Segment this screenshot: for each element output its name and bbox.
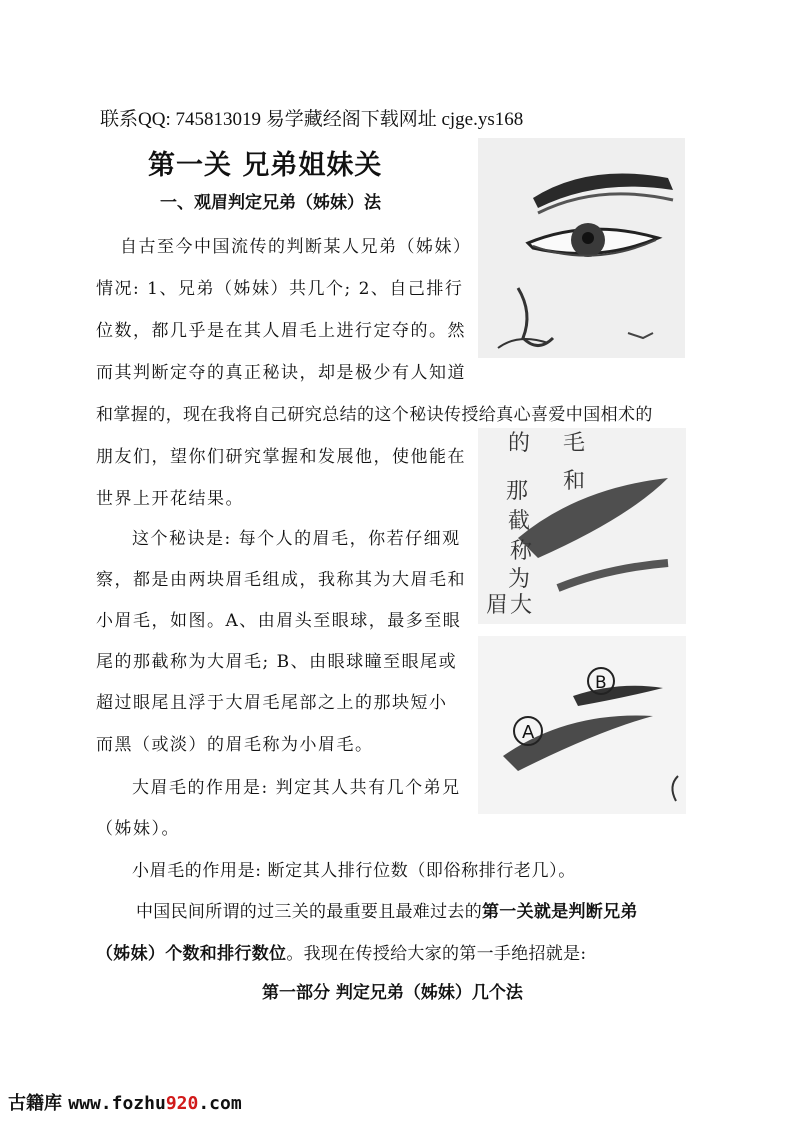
- eyebrow-ab-figure: [478, 636, 686, 814]
- body-line: 大眉毛的作用是: 判定其人共有几个弟兄: [132, 778, 461, 798]
- calligraphy-char: 大: [510, 593, 533, 618]
- body-line: 自古至今中国流传的判断某人兄弟（姊妹）: [120, 237, 472, 257]
- para-bold: 第一关就是判断兄弟: [482, 902, 638, 922]
- label-a: A: [522, 722, 535, 743]
- calligraphy-char: 那: [506, 479, 529, 504]
- body-line: 而其判断定夺的真正秘诀，却是极少有人知道: [96, 363, 466, 383]
- para-bold: （姊妹）个数和排行数位: [96, 944, 287, 964]
- eye-sketch-figure: [478, 138, 685, 358]
- body-line: 世界上开花结果。: [96, 489, 244, 509]
- body-line: 这个秘诀是: 每个人的眉毛，你若仔细观: [132, 529, 461, 549]
- footer-brand: 古籍库: [8, 1093, 62, 1114]
- body-line: 小眉毛，如图。A、由眉头至眼球，最多至眼: [96, 611, 462, 631]
- body-line: 而黑（或淡）的眉毛称为小眉毛。: [96, 735, 374, 755]
- footer-url: www.fozhu920.com: [68, 1093, 242, 1114]
- para-text: 中国民间所谓的过三关的最重要且最难过去的: [136, 902, 482, 922]
- calligraphy-char: 和: [563, 469, 586, 494]
- body-line: 和掌握的，现在我将自己研究总结的这个秘诀传授给真心喜爱中国相术的: [96, 405, 653, 425]
- chapter-title: 第一关 兄弟姐妹关: [148, 150, 383, 181]
- body-line: 情况: 1、兄弟（姊妹）共几个; 2、自己排行: [96, 279, 464, 299]
- footer-watermark: [8, 1089, 242, 1115]
- calligraphy-char: 称: [510, 539, 533, 564]
- calligraphy-char: 截: [508, 509, 531, 534]
- body-line: 朋友们，望你们研究掌握和发展他，使他能在: [96, 447, 466, 467]
- calligraphy-char: 毛: [563, 431, 586, 456]
- key-paragraph-line1: [136, 897, 638, 922]
- calligraphy-eyebrow-figure: [478, 428, 686, 624]
- calligraphy-char: 的: [508, 431, 531, 456]
- para-text: 。我现在传授给大家的第一手绝招就是:: [286, 944, 587, 964]
- label-b: B: [595, 673, 607, 693]
- key-paragraph-line2: [96, 939, 586, 964]
- body-line: 超过眼尾且浮于大眉毛尾部之上的那块短小: [96, 693, 448, 713]
- section-subtitle: 一、观眉判定兄弟（姊妹）法: [160, 193, 381, 213]
- eye-sketch-icon: [478, 138, 685, 358]
- body-line: （姊妹）。: [96, 819, 180, 839]
- calligraphy-char: 为: [508, 567, 531, 592]
- part-heading: 第一部分 判定兄弟（姊妹）几个法: [262, 983, 523, 1003]
- body-line: 小眉毛的作用是: 断定其人排行位数（即俗称排行老几）。: [132, 861, 576, 881]
- body-line: 察，都是由两块眉毛组成，我称其为大眉毛和: [96, 570, 466, 590]
- contact-header: 联系QQ: 745813019 易学藏经阁下载网址 cjge.ys168: [100, 109, 524, 130]
- body-line: 位数，都几乎是在其人眉毛上进行定夺的。然: [96, 321, 466, 341]
- body-line: 尾的那截称为大眉毛; B、由眼球瞳至眼尾或: [96, 652, 458, 672]
- calligraphy-char: 眉: [486, 593, 509, 618]
